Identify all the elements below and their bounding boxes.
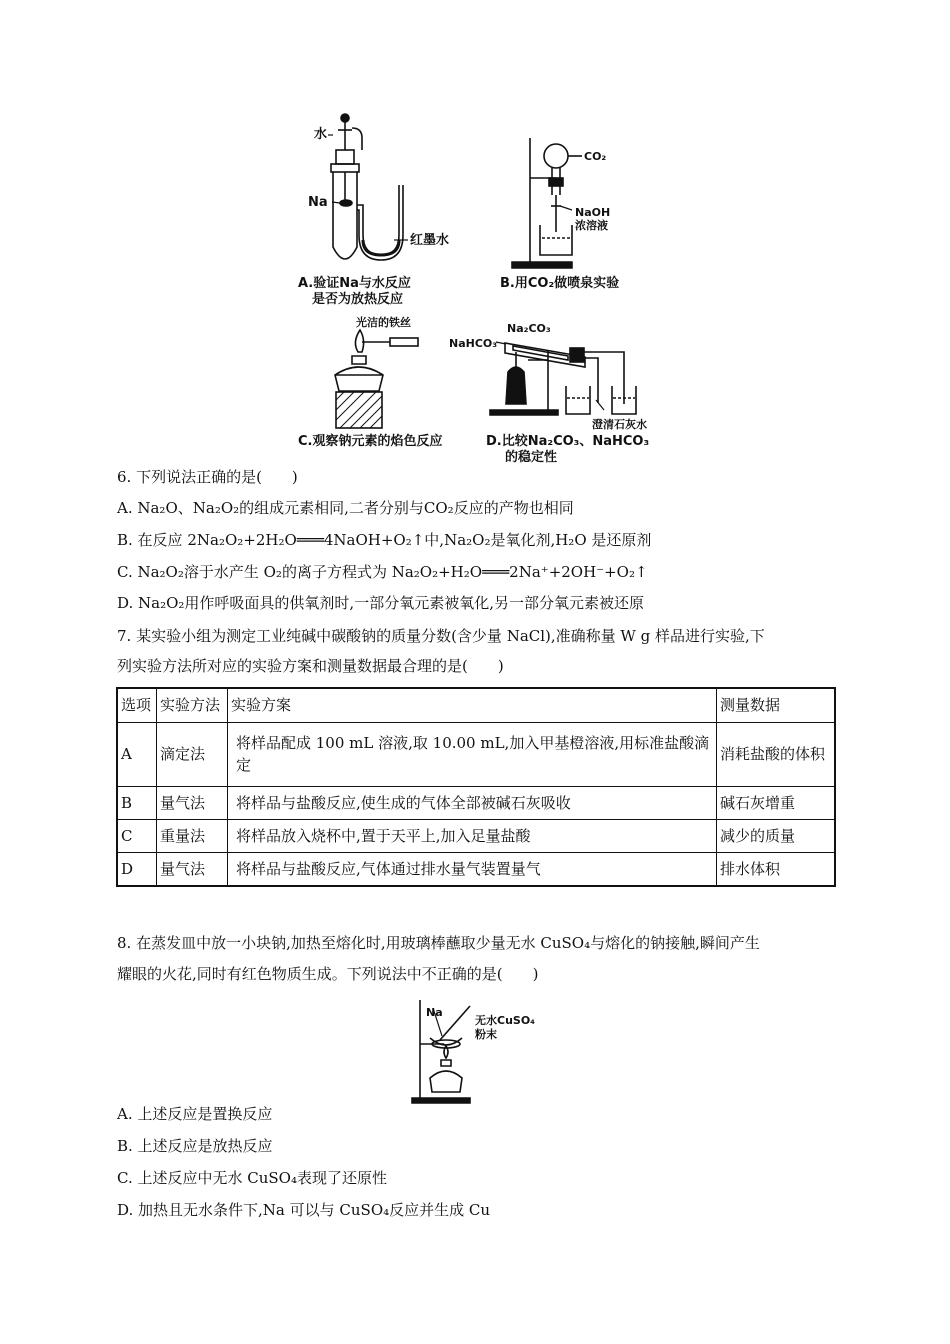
label-na2co3: Na₂CO₃ <box>507 322 551 335</box>
cell-scheme: 将样品与盐酸反应,使生成的气体全部被碱石灰吸收 <box>228 786 717 819</box>
label-nahco3: NaHCO₃ <box>449 337 498 350</box>
cell-method: 量气法 <box>157 852 228 886</box>
label-q8-powder: 粉末 <box>475 1028 497 1041</box>
label-naoh: NaOH <box>575 206 611 219</box>
cell-option: A <box>117 722 157 786</box>
caption-a-line2: 是否为放热反应 <box>312 292 404 307</box>
label-na: Na <box>308 195 328 210</box>
cell-scheme: 将样品与盐酸反应,气体通过排水量气装置量气 <box>228 852 717 886</box>
q6-option-a: A. Na₂O、Na₂O₂的组成元素相同,二者分别与CO₂反应的产物也相同 <box>117 499 574 517</box>
label-water: 水 <box>314 127 328 142</box>
header-method: 实验方法 <box>157 688 228 722</box>
q8-stem-line1: 8. 在蒸发皿中放一小块钠,加热至熔化时,用玻璃棒蘸取少量无水 CuSO₄与熔化的钠接触,瞬间产生 <box>117 934 760 952</box>
q7-stem-line1: 7. 某实验小组为测定工业纯碱中碳酸钠的质量分数(含少量 NaCl),准确称量 W g 样品进行实验,下 <box>117 627 765 645</box>
cell-method: 量气法 <box>157 786 228 819</box>
header-option: 选项 <box>117 688 157 722</box>
label-naoh-conc: 浓溶液 <box>575 219 608 232</box>
cell-scheme: 将样品放入烧杯中,置于天平上,加入足量盐酸 <box>228 819 717 852</box>
cell-data: 排水体积 <box>717 852 836 886</box>
q8-option-d: D. 加热且无水条件下,Na 可以与 CuSO₄反应并生成 Cu <box>117 1201 491 1219</box>
q6-stem: 6. 下列说法正确的是( ) <box>117 468 298 486</box>
caption-c: C.观察钠元素的焰色反应 <box>298 434 443 449</box>
cell-option: B <box>117 786 157 819</box>
q8-option-b: B. 上述反应是放热反应 <box>117 1137 273 1155</box>
label-q8-na: Na <box>426 1006 443 1019</box>
q8-stem-line2: 耀眼的火花,同时有红色物质生成。下列说法中不正确的是( ) <box>117 965 539 983</box>
cell-method: 重量法 <box>157 819 228 852</box>
label-limewater: 澄清石灰水 <box>592 418 647 431</box>
q6-option-d: D. Na₂O₂用作呼吸面具的供氧剂时,一部分氧元素被氧化,另一部分氧元素被还原 <box>117 594 644 612</box>
header-data: 测量数据 <box>717 688 836 722</box>
q8-option-a: A. 上述反应是置换反应 <box>117 1105 273 1123</box>
q6-option-b: B. 在反应 2Na₂O₂+2H₂O═══4NaOH+O₂↑中,Na₂O₂是氧化剂,H₂O 是还原剂 <box>117 531 652 549</box>
label-co2: CO₂ <box>584 150 607 163</box>
cell-data: 减少的质量 <box>717 819 836 852</box>
cell-data: 碱石灰增重 <box>717 786 836 819</box>
q6-option-c: C. Na₂O₂溶于水产生 O₂的离子方程式为 Na₂O₂+H₂O═══2Na⁺+2OH⁻+O₂↑ <box>117 563 648 581</box>
caption-b: B.用CO₂做喷泉实验 <box>500 276 620 291</box>
label-red-ink: 红墨水 <box>410 233 450 248</box>
q8-option-c: C. 上述反应中无水 CuSO₄表现了还原性 <box>117 1169 387 1187</box>
label-q8-cuso4: 无水CuSO₄ <box>475 1014 535 1027</box>
cell-scheme: 将样品配成 100 mL 溶液,取 10.00 mL,加入甲基橙溶液,用标准盐酸滴定 <box>228 722 717 786</box>
header-scheme: 实验方案 <box>228 688 717 722</box>
cell-data: 消耗盐酸的体积 <box>717 722 836 786</box>
cell-option: C <box>117 819 157 852</box>
cell-option: D <box>117 852 157 886</box>
q7-stem-line2: 列实验方法所对应的实验方案和测量数据最合理的是( ) <box>117 657 504 675</box>
label-iron-wire: 光洁的铁丝 <box>356 316 411 329</box>
caption-d-line1: D.比较Na₂CO₃、NaHCO₃ <box>486 434 650 449</box>
caption-d-line2: 的稳定性 <box>505 450 558 465</box>
caption-a-line1: A.验证Na与水反应 <box>298 276 411 291</box>
cell-method: 滴定法 <box>157 722 228 786</box>
